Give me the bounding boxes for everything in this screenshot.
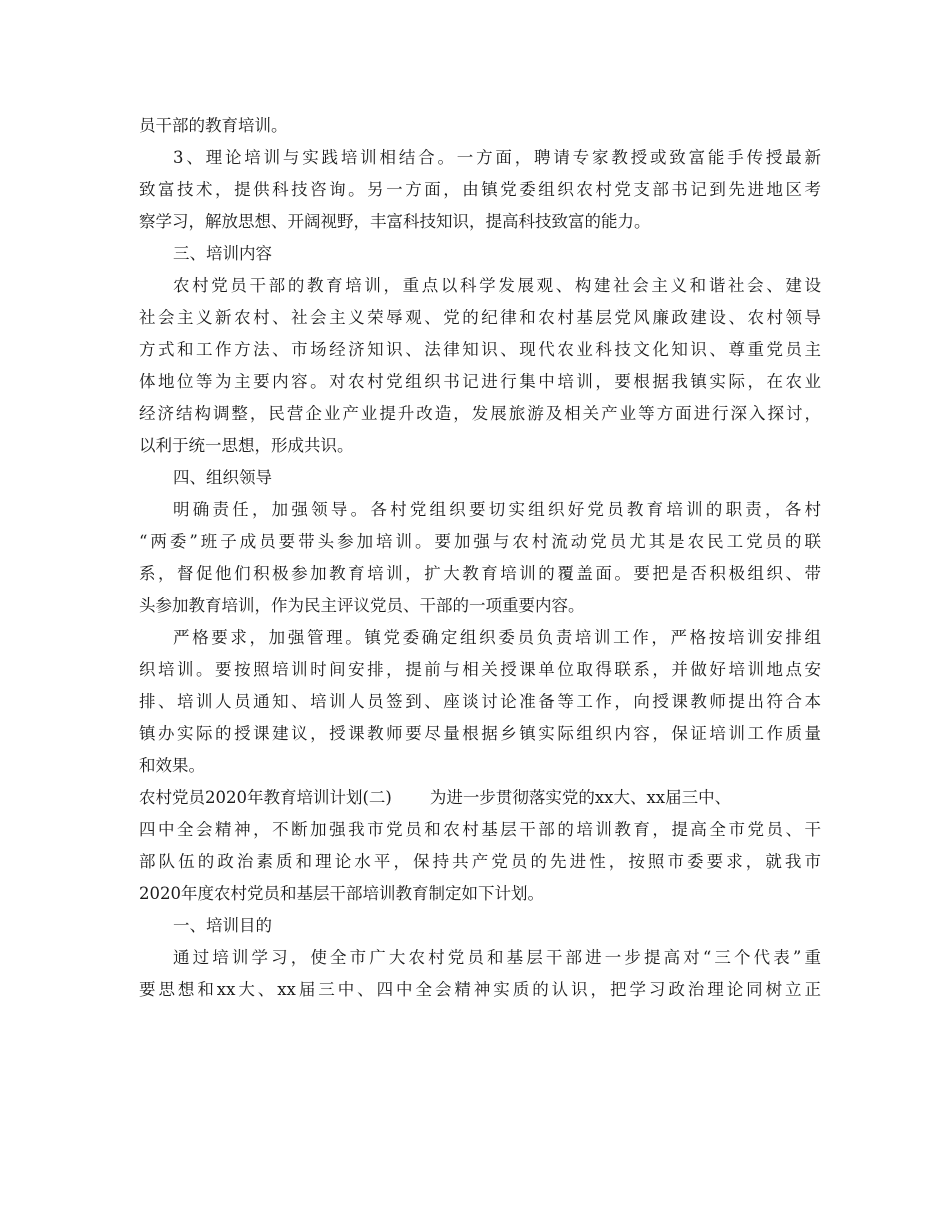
- text-line: 四、组织领导: [173, 468, 272, 487]
- text-line: 通过培训学习，使全市广大农村党员和基层干部进一步提高对“三个代表”重: [173, 948, 821, 967]
- text-line: 一、培训目的: [173, 916, 272, 935]
- text-line: 和效果。: [139, 756, 205, 775]
- text-line: 严格要求，加强管理。镇党委确定组织委员负责培训工作，严格按培训安排组: [173, 628, 821, 647]
- text-block-section-one: [139, 110, 821, 782]
- text-line: 系，督促他们积极参加教育培训，扩大教育培训的覆盖面。要把是否积极组织、带: [139, 564, 821, 583]
- text-line: 员干部的教育培训。: [139, 116, 288, 135]
- text-line: 农村党员干部的教育培训，重点以科学发展观、构建社会主义和谐社会、建设: [173, 276, 821, 295]
- document-page: [139, 110, 821, 1006]
- plan-two-title: 农村党员2020年教育培训计划(二): [139, 788, 392, 807]
- text-line: 2020年度农村党员和基层干部培训教育制定如下计划。: [139, 884, 544, 903]
- text-line: 察学习，解放思想、开阔视野，丰富科技知识，提高科技致富的能力。: [139, 212, 651, 231]
- text-line: 部队伍的政治素质和理论水平，保持共产党员的先进性，按照市委要求，就我市: [139, 852, 821, 871]
- text-line: 经济结构调整，民营企业产业提升改造，发展旅游及相关产业等方面进行深入探讨，: [139, 404, 821, 423]
- text-line: “两委”班子成员要带头参加培训。要加强与农村流动党员尤其是农民工党员的联: [139, 532, 821, 551]
- text-line: 头参加教育培训，作为民主评议党员、干部的一项重要内容。: [139, 596, 585, 615]
- plan-two-heading-line: [139, 782, 821, 814]
- text-line: 体地位等为主要内容。对农村党组织书记进行集中培训，要根据我镇实际，在农业: [139, 372, 821, 391]
- plan-two-intro: 为进一步贯彻落实党的xx大、xx届三中、: [429, 788, 732, 807]
- text-block-section-two: [139, 814, 821, 1006]
- text-line: 方式和工作方法、市场经济知识、法律知识、现代农业科技文化知识、尊重党员主: [139, 340, 821, 359]
- text-line: 明确责任，加强领导。各村党组织要切实组织好党员教育培训的职责，各村: [173, 500, 821, 519]
- text-line: 以利于统一思想，形成共识。: [139, 436, 354, 455]
- text-line: 社会主义新农村、社会主义荣辱观、党的纪律和农村基层党风廉政建设、农村领导: [139, 308, 821, 327]
- text-line: 3、理论培训与实践培训相结合。一方面，聘请专家教授或致富能手传授最新: [173, 148, 821, 167]
- text-line: 致富技术，提供科技咨询。另一方面，由镇党委组织农村党支部书记到先进地区考: [139, 180, 821, 199]
- text-line: 要思想和xx大、xx届三中、四中全会精神实质的认识，把学习政治理论同树立正: [139, 980, 821, 999]
- text-line: 排、培训人员通知、培训人员签到、座谈讨论准备等工作，向授课教师提出符合本: [139, 692, 821, 711]
- text-line: 织培训。要按照培训时间安排，提前与相关授课单位取得联系，并做好培训地点安: [139, 660, 821, 679]
- text-line: 四中全会精神，不断加强我市党员和农村基层干部的培训教育，提高全市党员、干: [139, 820, 821, 839]
- text-line: 三、培训内容: [173, 244, 272, 263]
- text-line: 镇办实际的授课建议，授课教师要尽量根据乡镇实际组织内容，保证培训工作质量: [139, 724, 821, 743]
